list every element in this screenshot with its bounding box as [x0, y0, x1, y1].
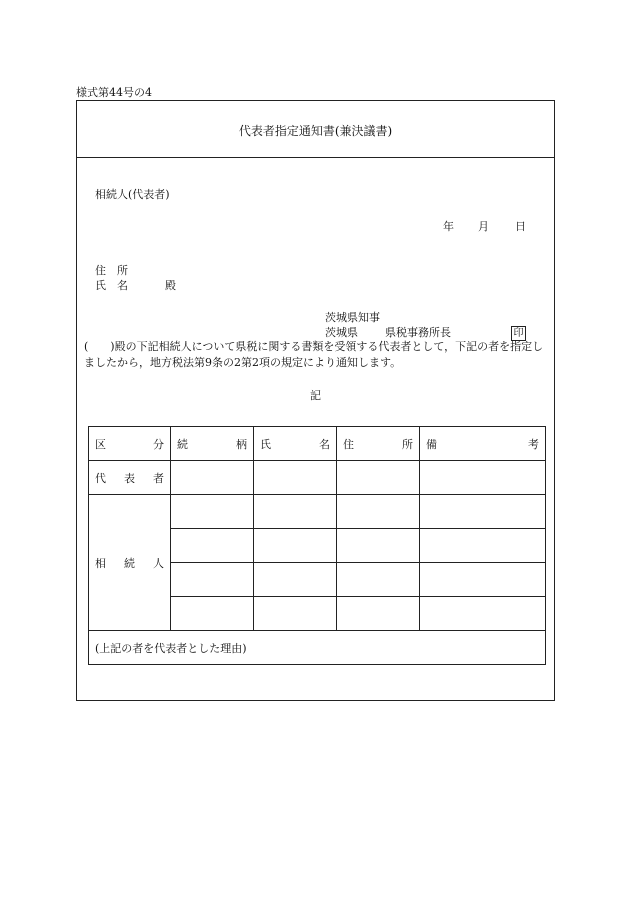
- table-cell: [254, 597, 337, 631]
- table-cell: [254, 495, 337, 529]
- representative-label: 代 表 者: [89, 461, 171, 495]
- table-row-heir: [89, 495, 546, 529]
- table-cell: [171, 529, 254, 563]
- issuer-prefecture: 茨城県: [325, 326, 358, 339]
- table-header-row: [89, 427, 546, 461]
- table-cell: [254, 529, 337, 563]
- table-cell: [420, 597, 546, 631]
- seal-mark: 印: [511, 326, 526, 341]
- table-cell: [171, 495, 254, 529]
- table-cell: [254, 461, 337, 495]
- form-number: 様式第44号の4: [76, 86, 152, 99]
- table-cell: [171, 563, 254, 597]
- ki-label: 記: [310, 389, 321, 402]
- form-title: 代表者指定通知書(兼決議書): [238, 124, 393, 138]
- designation-table: [88, 426, 546, 665]
- table-cell: [420, 529, 546, 563]
- title-divider: [76, 157, 555, 158]
- honorific: 殿: [165, 279, 176, 292]
- header-remarks: 備 考: [420, 427, 546, 461]
- reason-label: (上記の者を代表者とした理由): [89, 631, 546, 665]
- addressee-label: 相続人(代表者): [95, 188, 170, 201]
- notification-text: ( )殿の下記相続人について県税に関する書類を受領する代表者として，下記の者を指定しましたから，地方税法第9条の2第2項の規定により通知します。: [84, 340, 544, 369]
- table-cell: [337, 563, 420, 597]
- header-name: 氏 名: [254, 427, 337, 461]
- date-month: 月: [478, 220, 489, 233]
- date-year: 年: [443, 220, 454, 233]
- table-cell: [337, 461, 420, 495]
- date-day: 日: [515, 220, 526, 233]
- header-relation: 続 柄: [171, 427, 254, 461]
- table-cell: [337, 597, 420, 631]
- table-cell: [254, 563, 337, 597]
- header-category: 区 分: [89, 427, 171, 461]
- table-cell: [420, 495, 546, 529]
- address-label: 住 所: [95, 264, 128, 277]
- table-cell: [337, 495, 420, 529]
- table-cell: [171, 597, 254, 631]
- table-cell: [420, 461, 546, 495]
- issuer-office: 県税事務所長: [385, 326, 451, 339]
- name-label: 氏 名: [95, 279, 128, 292]
- table-cell: [337, 529, 420, 563]
- header-address: 住 所: [337, 427, 420, 461]
- table-row-representative: [89, 461, 546, 495]
- table-cell: [171, 461, 254, 495]
- table-row-reason: [89, 631, 546, 665]
- issuer-governor: 茨城県知事: [325, 311, 380, 324]
- table-cell: [420, 563, 546, 597]
- heirs-label: 相 続 人: [89, 495, 171, 631]
